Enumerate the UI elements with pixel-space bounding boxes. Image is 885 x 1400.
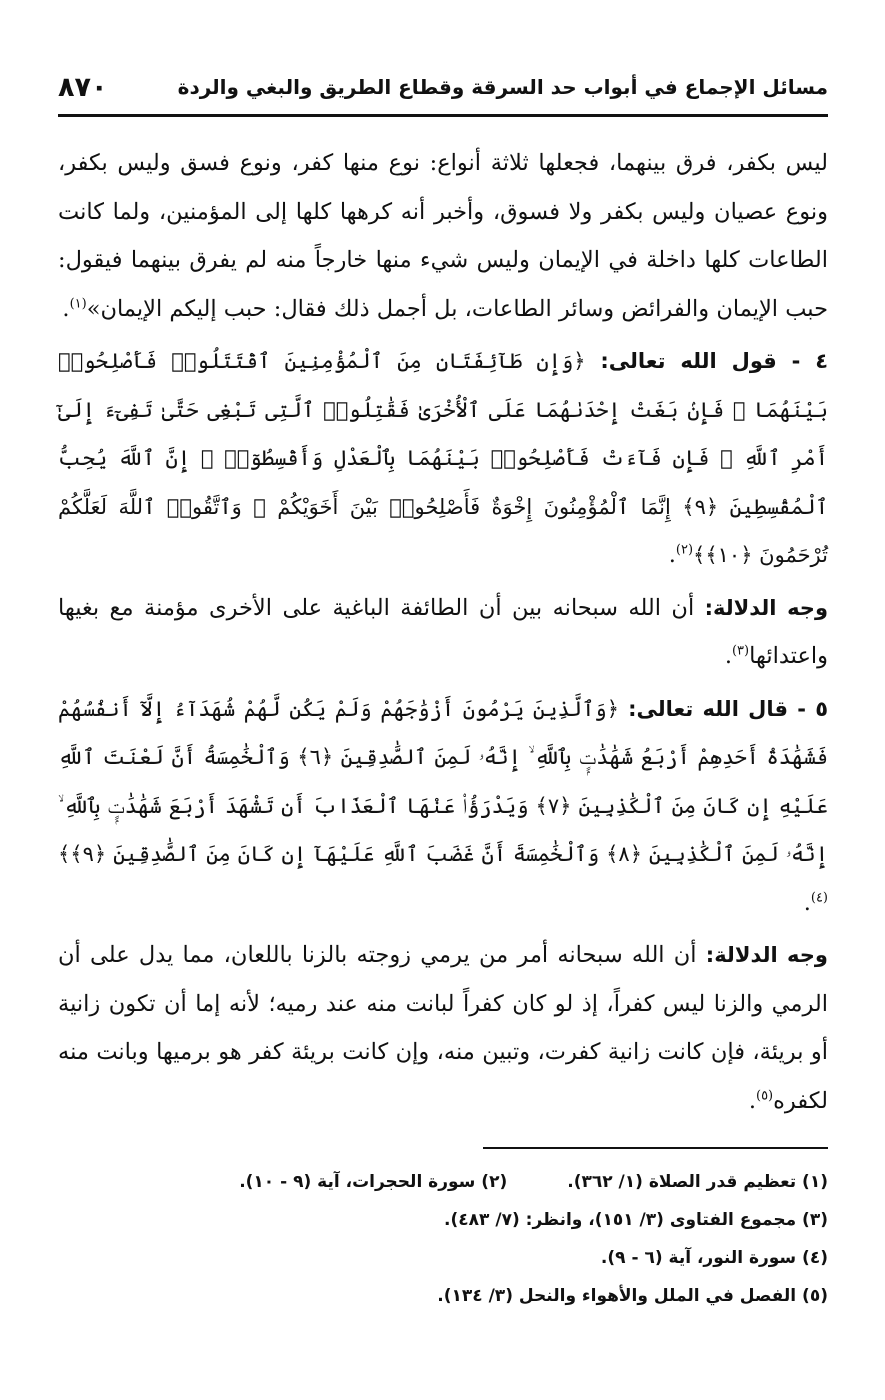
evidence-2-text: أن الله سبحانه أمر من يرمي زوجته بالزنا باللعان، مما يدل على أن الرمي والزنا ليس كفراً، إذ لو كان كفراً لبانت منه عند رميه؛ لأنه إما أن تكون زانية أو بريئة، فإن كانت زانية كفرت، وتبين منه، وإن كانت بريئة كفر هو برميها وبانت منه لكفره [58, 942, 828, 1114]
evidence-1-text: أن الله سبحانه بين أن الطائفة الباغية على الأخرى مؤمنة مع بغيها واعتدائها [58, 594, 828, 669]
footnote-ref-4: (٤) [810, 890, 828, 905]
item-5 [58, 685, 828, 928]
evidence-1 [58, 584, 828, 681]
footnote-ref-5: (٥) [755, 1088, 774, 1103]
page-number: ٨٧٠ [58, 71, 108, 103]
footnote-row-3 [58, 1239, 828, 1277]
item-5-end: . [803, 889, 811, 916]
footnote-4: (٤) سورة النور، آية (٦ - ٩). [600, 1248, 828, 1268]
paragraph-1 [58, 139, 828, 333]
evidence-2 [58, 931, 828, 1125]
footnote-1: (١) تعظيم قدر الصلاة (١/ ٣٦٢). [567, 1172, 828, 1192]
evidence-1-lead: وجه الدلالة: [704, 595, 828, 620]
paragraph-1-text: ليس بكفر، فرق بينهما، فجعلها ثلاثة أنواع: نوع منها كفر، ونوع فسق وليس بكفر، ونوع عصيان وليس بكفر ولا فسوق، وأخبر أنه كرهها كلها إلى المؤمنين، ولما كانت الطاعات كلها داخلة في الإيمان وليس شيء منها خارجاً منه لم يفرق بينهما فيقول: حبب الإيمان والفرائض وسائر الطاعات، بل أجمل ذلك فقال: حبب إليكم الإيمان» [58, 150, 828, 322]
evidence-2-lead: وجه الدلالة: [705, 943, 828, 967]
footnote-row-1 [58, 1163, 828, 1201]
item-5-lead: ٥ - قال الله تعالى: [628, 696, 829, 721]
paragraph-1-end: . [62, 295, 70, 322]
item-5-verse: ﴿وَٱلَّذِينَ يَرْمُونَ أَزْوَٰجَهُمْ وَلَمْ يَكُن لَّهُمْ شُهَدَآءُ إِلَّآ أَنفُسُهُمْ فَشَهَٰدَةُ أَحَدِهِمْ أَرْبَعُ شَهَٰدَٰتٍۭ بِٱللَّهِ ۙ إِنَّهُۥ لَمِنَ ٱلصَّٰدِقِينَ ﴿٦﴾ وَٱلْخَٰمِسَةُ أَنَّ لَعْنَتَ ٱللَّهِ عَلَيْهِ إِن كَانَ مِنَ ٱلْكَٰذِبِينَ ﴿٧﴾ وَيَدْرَؤُا۟ عَنْهَا ٱلْعَذَابَ أَن تَشْهَدَ أَرْبَعَ شَهَٰدَٰتٍۭ بِٱللَّهِ ۙ إِنَّهُۥ لَمِنَ ٱلْكَٰذِبِينَ ﴿٨﴾ وَٱلْخَٰمِسَةَ أَنَّ غَضَبَ ٱللَّهِ عَلَيْهَآ إِن كَانَ مِنَ ٱلصَّٰدِقِينَ ﴿٩﴾﴾ [58, 696, 828, 866]
footnote-row-4 [58, 1277, 828, 1315]
footnote-ref-2: (٢) [675, 542, 694, 558]
item-4 [58, 337, 828, 580]
footnote-ref-3: (٣) [731, 643, 750, 659]
evidence-2-end: . [748, 1087, 756, 1114]
footnote-divider [483, 1147, 828, 1149]
book-page [58, 60, 828, 1380]
item-4-lead: ٤ - قول الله تعالى: [600, 349, 829, 373]
running-title: مسائل الإجماع في أبواب حد السرقة وقطاع الطريق والبغي والردة [177, 75, 828, 99]
footnote-row-2 [58, 1201, 828, 1239]
footnote-5: (٥) الفصل في الملل والأهواء والنحل (٣/ ١٣٤). [437, 1286, 828, 1306]
footnotes [58, 1163, 828, 1315]
footnote-3: (٣) مجموع الفتاوى (٣/ ١٥١)، وانظر: (٧/ ٤٨٣). [444, 1210, 828, 1230]
evidence-1-end: . [724, 643, 732, 669]
item-4-verse: ﴿وَإِن طَآئِفَتَانِ مِنَ ٱلْمُؤْمِنِينَ ٱقْتَتَلُوا۟ فَأَصْلِحُوا۟ بَيْنَهُمَا ۖ فَإِنۢ بَغَتْ إِحْدَىٰهُمَا عَلَى ٱلْأُخْرَىٰ فَقَٰتِلُوا۟ ٱلَّتِى تَبْغِى حَتَّىٰ تَفِىٓءَ إِلَىٰٓ أَمْرِ ٱللَّهِ ۚ فَإِن فَآءَتْ فَأَصْلِحُوا۟ بَيْنَهُمَا بِٱلْعَدْلِ وَأَقْسِطُوٓا۟ ۖ إِنَّ ٱللَّهَ يُحِبُّ ٱلْمُقْسِطِينَ ﴿٩﴾ إِنَّمَا ٱلْمُؤْمِنُونَ إِخْوَةٌ فَأَصْلِحُوا۟ بَيْنَ أَخَوَيْكُمْ ۚ وَٱتَّقُوا۟ ٱللَّهَ لَعَلَّكُمْ تُرْحَمُونَ ﴿١٠﴾﴾ [58, 349, 829, 567]
footnote-2: (٢) سورة الحجرات، آية (٩ - ١٠). [239, 1172, 508, 1192]
page-header [58, 60, 828, 117]
footnote-ref-1: (١) [69, 296, 87, 311]
main-text [58, 139, 828, 1125]
item-4-end: . [668, 542, 676, 568]
